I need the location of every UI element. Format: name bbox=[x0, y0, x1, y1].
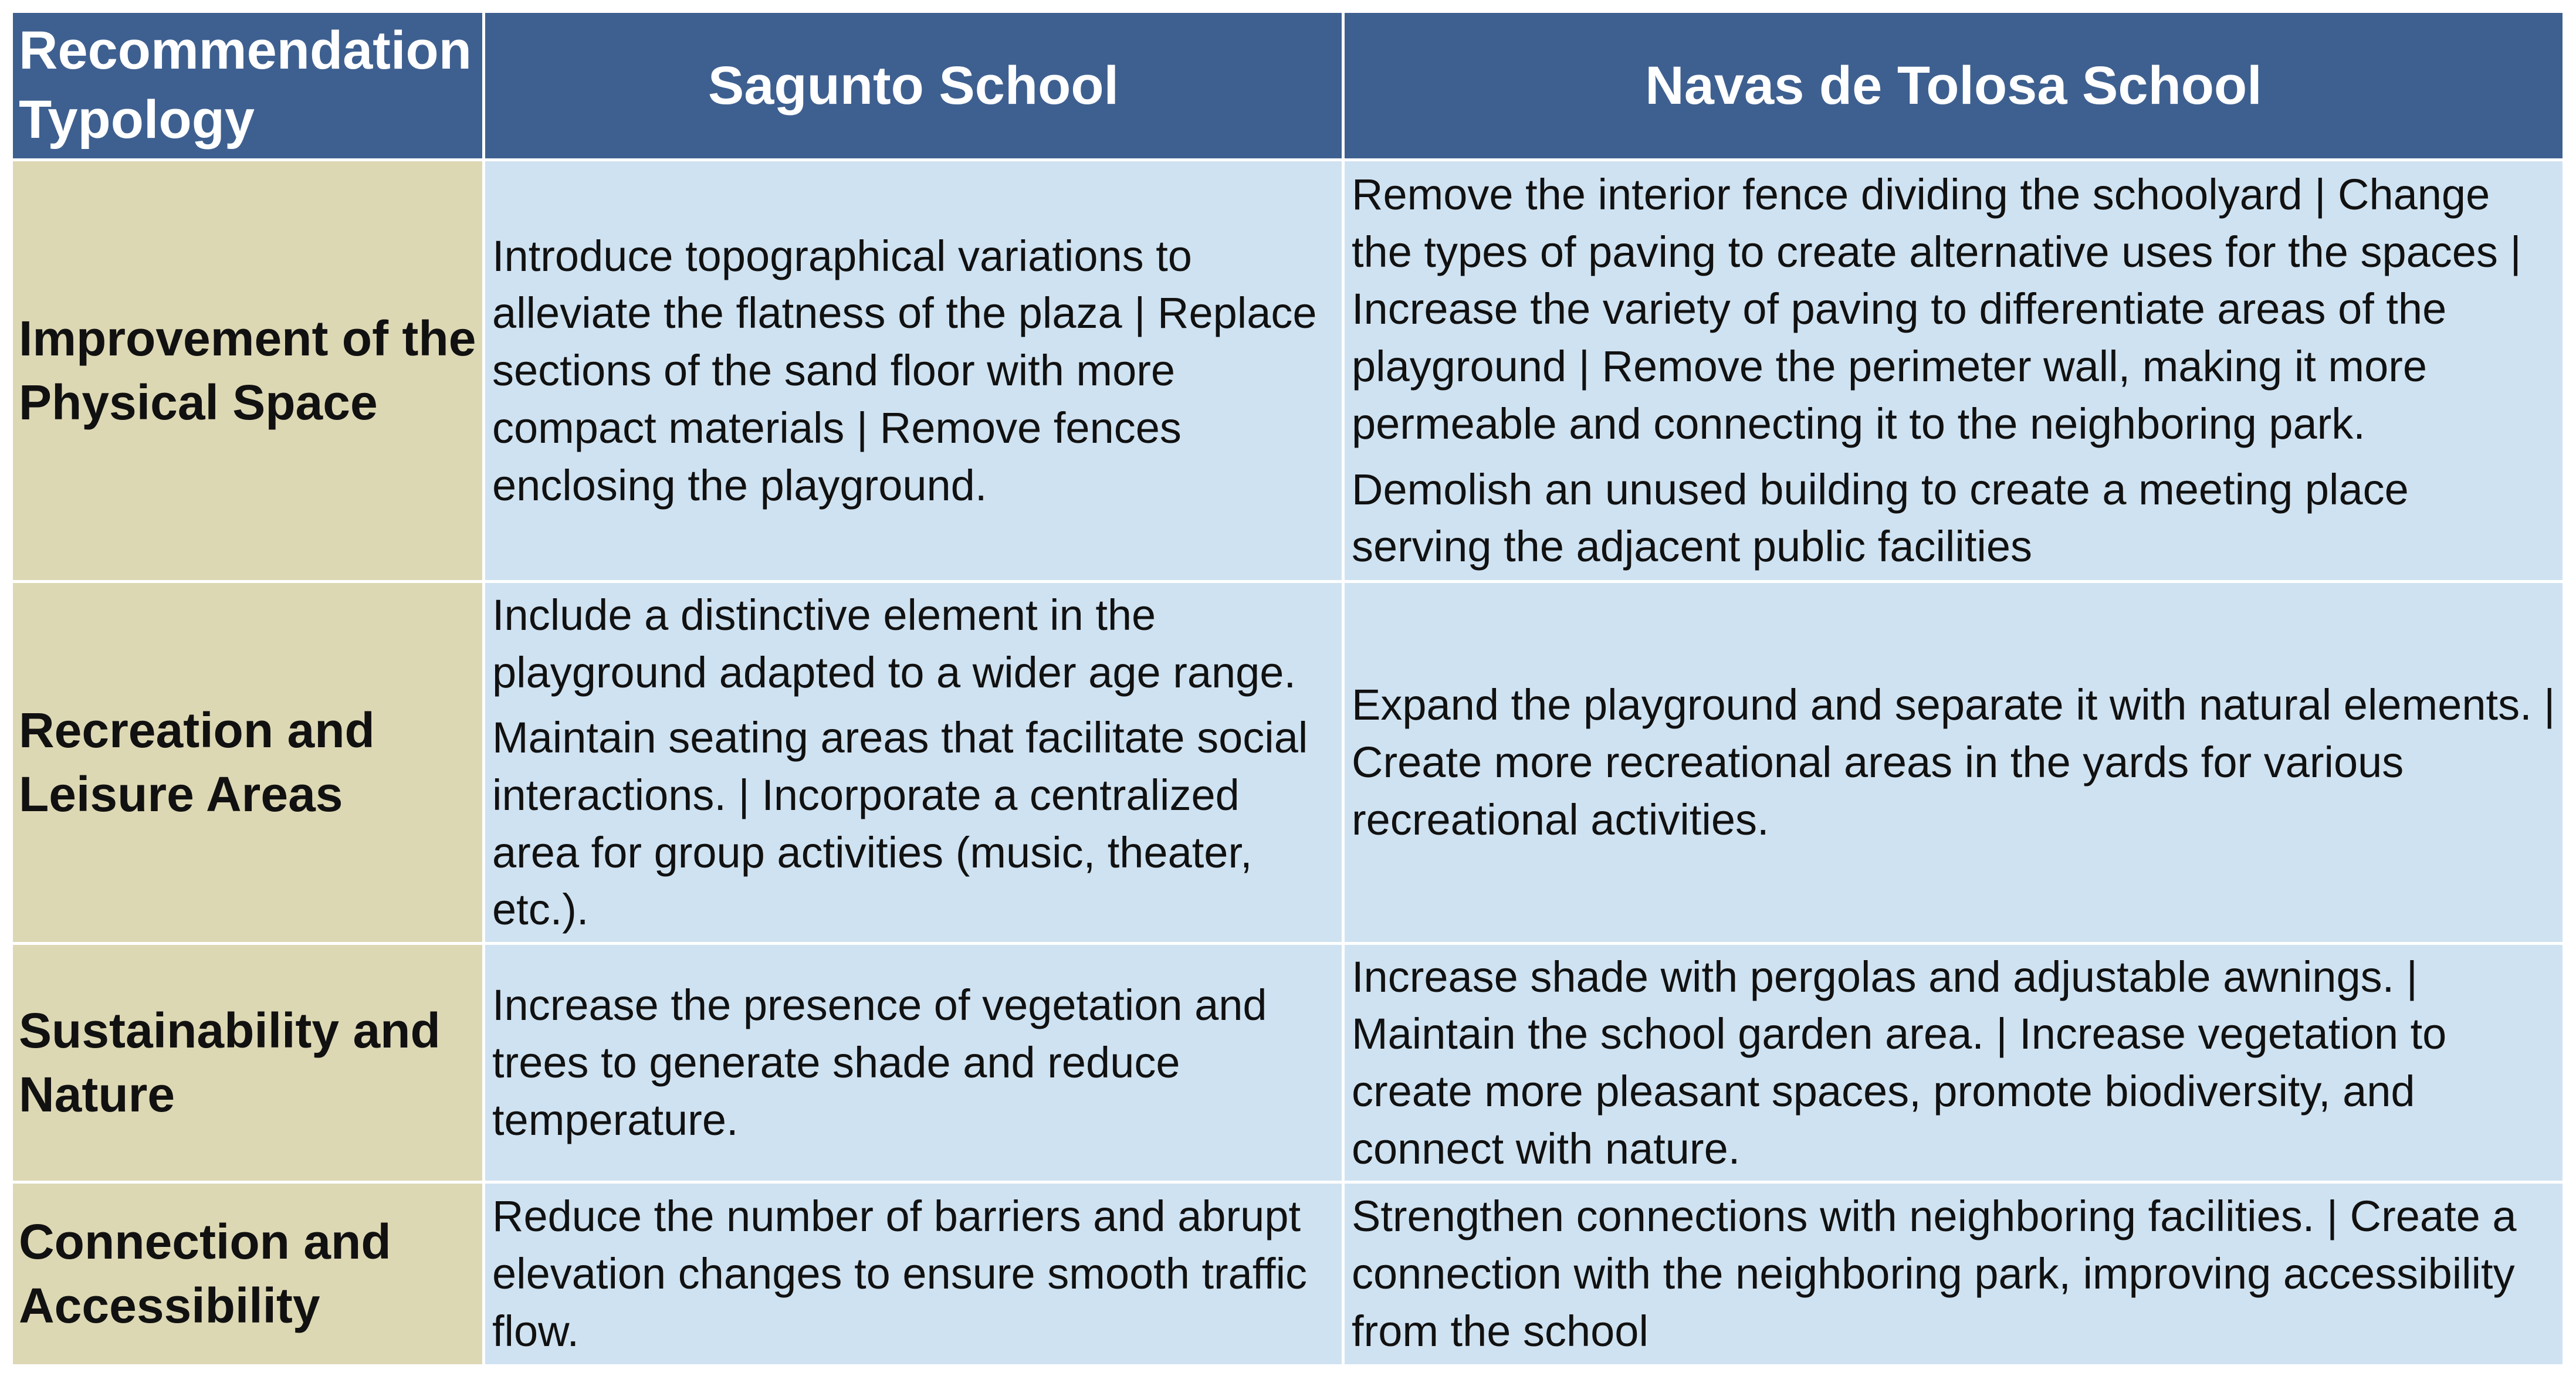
recommendations-table bbox=[13, 13, 2563, 1364]
cell-sagunto-recreation bbox=[485, 583, 1342, 942]
cell-sagunto-physical-space bbox=[485, 161, 1342, 580]
cell-text: Remove the interior fence dividing the schoolyard | Change the types of paving to create alternative uses for the spaces | Increase the variety of paving to differentiate areas of the playground | Remove the perimeter wall, making it more permeable and connecting it to the neighboring park. bbox=[1352, 170, 2521, 448]
header-sagunto bbox=[485, 13, 1342, 158]
row-label-sustainability bbox=[13, 945, 482, 1181]
header-typology-text: Recommendation Typology bbox=[19, 21, 472, 150]
cell-sagunto-sustainability bbox=[485, 945, 1342, 1181]
header-sagunto-text: Sagunto School bbox=[708, 55, 1119, 116]
row-label-text: Recreation and Leisure Areas bbox=[19, 702, 375, 822]
cell-navas-connection bbox=[1345, 1184, 2563, 1364]
row-label-text: Connection and Accessibility bbox=[19, 1213, 391, 1333]
cell-text: Strengthen connections with neighboring facilities. | Create a connection with the neighboring park, improving accessibility from the school bbox=[1352, 1192, 2517, 1355]
row-label-text: Improvement of the Physical Space bbox=[19, 310, 476, 430]
row-label-recreation bbox=[13, 583, 482, 942]
row-label-text: Sustainability and Nature bbox=[19, 1002, 441, 1122]
cell-navas-sustainability bbox=[1345, 945, 2563, 1181]
header-navas bbox=[1345, 13, 2563, 158]
header-navas-text: Navas de Tolosa School bbox=[1645, 55, 2262, 116]
header-typology bbox=[13, 13, 482, 158]
cell-text: Increase the presence of vegetation and trees to generate shade and reduce temperature. bbox=[492, 981, 1267, 1144]
cell-text: Maintain seating areas that facilitate social interactions. | Incorporate a centralized area for group activities (music, theater, etc.). bbox=[492, 713, 1308, 934]
row-label-physical-space bbox=[13, 161, 482, 580]
cell-navas-recreation bbox=[1345, 583, 2563, 942]
cell-text: Introduce topographical variations to alleviate the flatness of the plaza | Replace sections of the sand floor with more compact materials | Remove fences enclosing the playground. bbox=[492, 231, 1317, 510]
cell-text: Increase shade with pergolas and adjustable awnings. | Maintain the school garden area. | Increase vegetation to create more pleasant spaces, promote biodiversity, and connect with nature. bbox=[1352, 952, 2447, 1173]
cell-text: Include a distinctive element in the playground adapted to a wider age range. bbox=[492, 590, 1297, 697]
cell-sagunto-connection bbox=[485, 1184, 1342, 1364]
row-label-connection bbox=[13, 1184, 482, 1364]
cell-text: Demolish an unused building to create a meeting place serving the adjacent public facilities bbox=[1352, 465, 2409, 571]
cell-text: Reduce the number of barriers and abrupt elevation changes to ensure smooth traffic flow. bbox=[492, 1192, 1308, 1355]
cell-navas-physical-space bbox=[1345, 161, 2563, 580]
cell-text: Expand the playground and separate it with natural elements. | Create more recreational areas in the yards for various recreational activities. bbox=[1352, 680, 2555, 844]
